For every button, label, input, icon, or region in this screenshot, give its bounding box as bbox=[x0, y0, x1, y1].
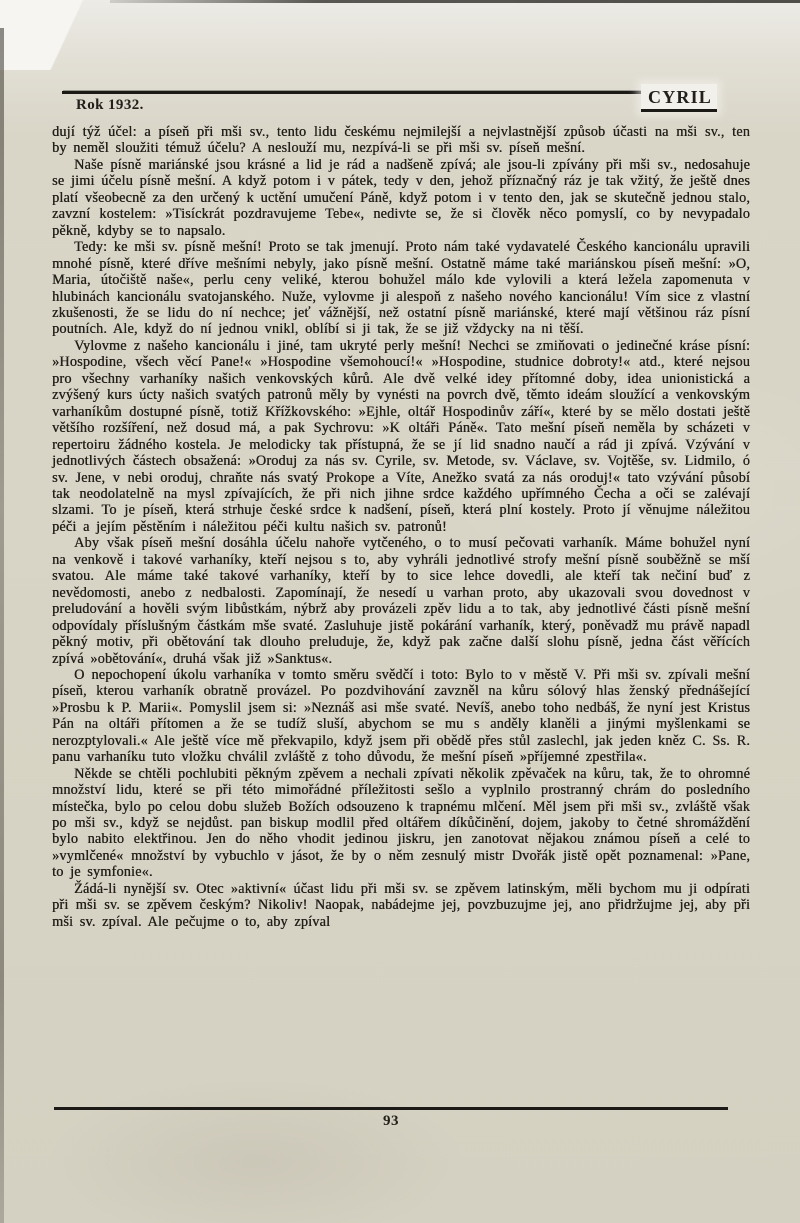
paragraph: Tedy: ke mši sv. písně mešní! Proto se tak jmenují. Proto nám také vydavatelé Českého kancionálu upravili mnohé písně, které dříve mešními nebyly, jako písně mešní. Ostatně máme také mariánskou píseň mešní: »O, Maria, útočiště naše«, perlu ceny veliké, kterou bohužel málo kde vylovili a která ležela zapomenuta v hlubinách kancionálu svatojanského. Nuže, vylovme ji alespoň z našeho nového kancionálu! Vím sice z vlastní zkušenosti, že se lidu do ní nechce; jeť vážnější, než ostatní písně mariánské, které mají většinou ráz písní poutních. Ale, když do ní jednou vnikl, oblíbí si ji tak, že se již vždycky na ni těší. bbox=[52, 239, 750, 338]
paragraph: dují týž účel: a píseň při mši sv., tento lidu českému nejmilejší a nejvlastnější způsob účasti na mši sv., ten by neměl sloužiti témuž účelu? A neslouží mu, nezpívá-li se při mši sv. píseň mešní. bbox=[52, 124, 750, 157]
header-rule bbox=[62, 91, 643, 94]
scan-top-edge bbox=[110, 0, 800, 3]
header-year-label: Rok 1932. bbox=[76, 97, 144, 113]
paragraph: Někde se chtěli pochlubiti pěkným zpěvem a nechali zpívati několik zpěvaček na kůru, tak, že to ohromné množství lidu, které se při této mimořádné příležitosti sešlo a vyplnilo prostranný chrám do posledního místečka, bylo po celou dobu služeb Božích odsouzeno k trapnému mlčení. Měl jsem při mši sv., zvláště však po mši sv., když se nejdůst. pan biskup modlil před oltářem díkůčinění, dojem, jakoby to četné shromáždění bylo nabito elektřinou. Jen do něho vhodit jedinou jiskru, jen zanotovat nějakou známou píseň a celé to »vymlčené« množství by vybuchlo v jásot, že by o něm zesnulý mistr Dvořák jistě opět poznamenal: »Pane, to je symfonie«. bbox=[52, 765, 750, 881]
page-corner-fold bbox=[0, 0, 150, 70]
paragraph: Vylovme z našeho kancionálu i jiné, tam ukryté perly mešní! Nechci se zmiňovati o jedinečné kráse písní: »Hospodine, všech věcí Pane!« »Hospodine všemohoucí!« »Hospodine, studnice dobroty!« atd., které nejsou pro všechny varhaníky našich venkovských kůrů. Ale dvě velké idey přítomné doby, idea unionistická a zvýšený kurs úcty našich svatých patronů měly by vynésti na povrch dvě, těmto ideám sloužící a venkovským varhaníkům dostupné písně, totiž Křížkovského: »Ejhle, oltář Hospodinův září«, které by se mělo dostati ještě většího rozšíření, než dosud má, a pak Sychrovu: »K oltáři Páně«. Tato mešní píseň neměla by scházeti v repertoiru žádného kostela. Je melodicky tak přístupná, že se jí lid snadno naučí a rád ji zpívá. Vzývání v jednotlivých částech obsažená: »Oroduj za nás sv. Cyrile, sv. Metode, sv. Václave, sv. Vojtěše, sv. Lidmilo, ó sv. Jene, v nebi oroduj, chraňte nás svatý Prokope a Víte, Anežko svatá za nás oroduj!« tato vzývání působí tak neodolatelně na mysl zpívajících, že při nich jihne srdce každého upřímného Čecha a oči se zalévají slzami. To je píseň, která strhuje české srdce k nadšení, píseň, která plní kostely. Proto jí věnujme náležitou péči a jejím pěstěním i náležitou péči kultu našich sv. patronů! bbox=[52, 337, 750, 535]
scan-left-edge bbox=[0, 28, 4, 1223]
page-number: 93 bbox=[383, 1113, 399, 1129]
journal-masthead: CYRIL bbox=[641, 84, 717, 112]
paragraph: Žádá-li nynější sv. Otec »aktivní« účast lidu při mši sv. se zpěvem latinským, měli bychom mu ji odpírati při mši sv. se zpěvem českým? Nikoliv! Naopak, nabádejme jej, povzbuzujme jej, ano přidržujme jej, aby při mši sv. zpíval. Ale pečujme o to, aby zpíval bbox=[52, 880, 750, 930]
paragraph: Aby však píseň mešní dosáhla účelu nahoře vytčeného, o to musí pečovati varhaník. Máme bohužel nyní na venkově i takové varhaníky, kteří nejsou s to, aby vyhráli jednotlivé strofy mešní písně souběžně se mší svatou. Ale máme také takové varhaníky, kteří by to sice lehce dovedli, ale kteří tak nečiní buď z nevědomosti, anebo z nedbalosti. Zapomínají, že nesedí u varhan proto, aby ukazovali svou dovednost v preludování a hověli svým libůstkám, nýbrž aby provázeli zpěv lidu a to tak, aby jednotlivé části písně mešní odpovídaly příslušným částkám mše svaté. Zasluhuje jistě pokárání varhaník, který, poněvadž mu právě napadl pěkný motiv, při obětování tak dlouho preluduje, že, když pak začne další slohu písně, jedna část věřících zpívá »obětování«, druhá však již »Sanktus«. bbox=[52, 535, 750, 667]
paragraph: Naše písně mariánské jsou krásné a lid je rád a nadšeně zpívá; ale jsou-li zpívány při mši sv., nedosahuje se jimi účelu písně mešní. A když potom i v pátek, tedy v den, jehož příznačný ráz je tak vžitý, že ještě dnes platí všeobecně za den určený k uctění umučení Páně, když potom i v tento den, jak se skutečně jednou stalo, zavzní kostelem: »Tisíckrát pozdravujeme Tebe«, nedivte se, že si člověk něco pomyslí, co by nevypadalo pěkně, kdyby se to napsalo. bbox=[52, 156, 750, 239]
article-text-block bbox=[52, 124, 750, 930]
paragraph: O nepochopení úkolu varhaníka v tomto směru svědčí i toto: Bylo to v městě V. Při mši sv. zpívali mešní píseň, kterou varhaník obratně provázel. Po pozdvihování zavzněl na kůru sólový hlas ženský přednášející »Prosbu k P. Marii«. Pomyslil jsem si: »Neznáš asi mše svaté. Nevíš, anebo toho nedbáš, že nyní jest Kristus Pán na oltáři přítomen a že se tudíž sluší, abychom se mu s anděly klaněli a jinými myšlenkami se nerozptylovali.« Ale ještě více mě překvapilo, když jsem při obědě přes stůl zaslechl, jak jeden kněz C. Ss. R. panu varhaníku tuto vložku chválil zvláště z toho důvodu, že mešní píseň »příjemné zpestřila«. bbox=[52, 666, 750, 766]
footer-rule bbox=[54, 1107, 728, 1110]
